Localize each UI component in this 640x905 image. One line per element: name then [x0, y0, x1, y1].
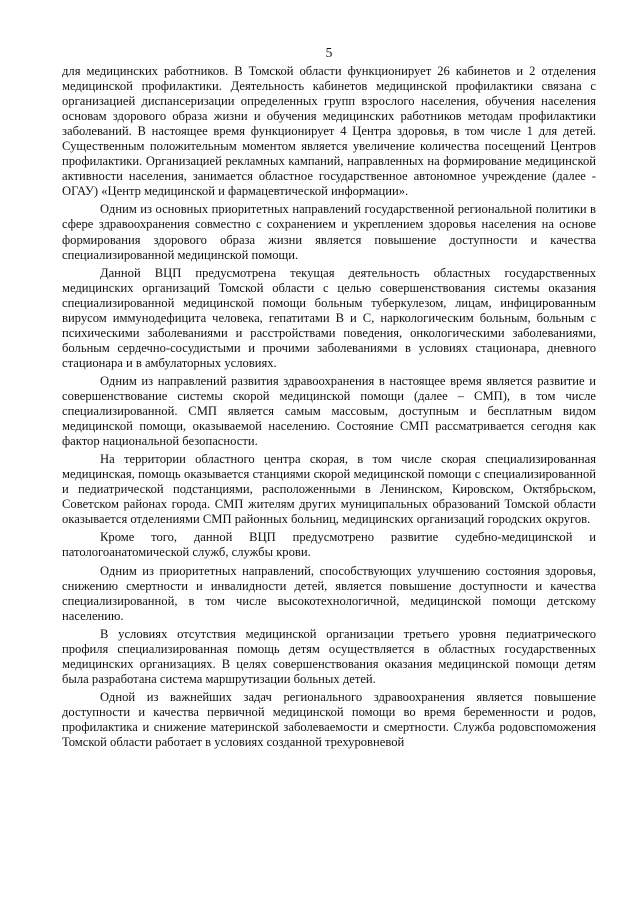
paragraph: Одним из основных приоритетных направлений государственной региональной политики в сфере здравоохранения совместно с сохранением и укреплением здоровья населения на основе формирования здорового образа жизни является повышение доступности и качества специализированной медицинской помощи.	[62, 202, 596, 262]
page-number: 5	[325, 45, 333, 60]
paragraph: В условиях отсутствия медицинской организации третьего уровня педиатрического профиля специализированная помощь детям осуществляется в областных государственных медицинских организациях. В целях совершенствования оказания медицинской помощи детям была разработана система маршрутизации больных детей.	[62, 626, 596, 686]
document-page	[62, 44, 596, 750]
paragraph: На территории областного центра скорая, в том числе скорая специализированная медицинская, помощь оказывается станциями скорой медицинской помощи с специализированной и педиатрической подстанциями, расположенными в Ленинском, Кировском, Октябрьском, Советском районах города. СМП жителям других муниципальных образований Томской области оказывается отделениями СМП районных больниц, медицинских организаций городских округов.	[62, 452, 596, 527]
paragraph: Данной ВЦП предусмотрена текущая деятельность областных государственных медицинских организаций Томской области с целью совершенствования системы оказания специализированной медицинской помощи больным туберкулезом, лицам, инфицированным вирусом иммунодефицита человека, гепатитами В и С, наркологическим больным, больным с психическими заболеваниями и расстройствами поведения, онкологическими заболеваниями, больным сердечно-сосудистыми и прочими заболеваниями в условиях стационара, дневного стационара и в амбулаторных условиях.	[62, 265, 596, 370]
paragraph: Одним из направлений развития здравоохранения в настоящее время является развитие и совершенствование системы скорой медицинской помощи (далее – СМП), в том числе специализированной. СМП является самым массовым, доступным и бесплатным видом медицинской помощи, оказываемой населению. Состояние СМП рассматривается сегодня как фактор национальной безопасности.	[62, 373, 596, 449]
paragraph-continuation: для медицинских работников. В Томской области функционирует 26 кабинетов и 2 отделения медицинской профилактики. Деятельность кабинетов медицинской профилактики связана с организацией диспансеризации определенных групп взрослого населения, обучения населения основам здорового образа жизни и обучения медицинских работников методам профилактики заболеваний. В настоящее время функционирует 4 Центра здоровья, в том числе 1 для детей. Существенным положительным моментом является увеличение количества посещений Центров профилактики. Организацией рекламных кампаний, направленных на формирование медицинской активности населения, занимается областное государственное автономное учреждение (далее - ОГАУ) «Центр медицинской и фармацевтической информации».	[62, 64, 596, 199]
paragraph: Кроме того, данной ВЦП предусмотрено развитие судебно-медицинской и патологоанатомической служб, службы крови.	[62, 530, 596, 560]
paragraph: Одним из приоритетных направлений, способствующих улучшению состояния здоровья, снижению смертности и инвалидности детей, является повышение доступности и качества специализированной, в том числе высокотехнологичной, медицинской помощи детскому населению.	[62, 563, 596, 623]
paragraph: Одной из важнейших задач регионального здравоохранения является повышение доступности и качества первичной медицинской помощи во время беременности и родов, профилактика и снижение материнской заболеваемости и смертности. Служба родовспоможения Томской области работает в условиях созданной трехуровневой	[62, 689, 596, 750]
